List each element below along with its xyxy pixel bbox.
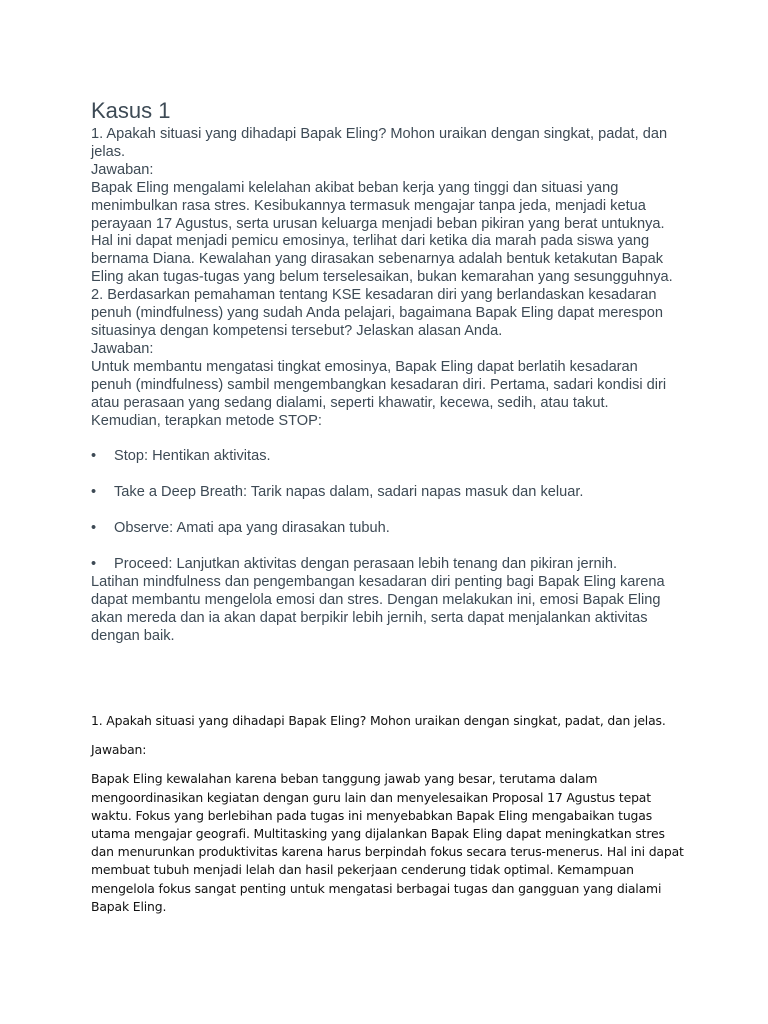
bullet-icon: • <box>91 520 97 537</box>
stop-method-list <box>91 448 681 574</box>
answer-label-2: Jawaban: <box>91 340 154 357</box>
question-1: 1. Apakah situasi yang dihadapi Bapak Eling? Mohon uraikan dengan singkat, padat, dan jelas. <box>91 126 668 160</box>
bullet-icon: • <box>91 556 97 573</box>
bullet-icon: • <box>91 448 97 465</box>
list-item-text: Proceed: Lanjutkan aktivitas dengan perasaan lebih tenang dan pikiran jernih. <box>114 556 618 573</box>
list-item <box>91 448 681 466</box>
answer-2-paragraph-1: Untuk membantu mengatasi tingkat emosinya, Bapak Eling dapat berlatih kesadaran penuh (mindfulness) sambil mengembangkan kesadaran diri. Pertama, sadari kondisi diri atau perasaan yang sedang dialami, seperti khawatir, kecewa, sedih, atau takut. Kemudian, terapkan metode STOP: <box>91 358 667 429</box>
answer-2-paragraph-2: Latihan mindfulness dan pengembangan kesadaran diri penting bagi Bapak Eling karena dapat membantu mengelola emosi dan stres. Dengan melakukan ini, emosi Bapak Eling akan mereda dan ia akan dapat berpikir lebih jernih, serta dapat menjalankan aktivitas dengan baik. <box>91 574 665 644</box>
list-item <box>91 556 681 574</box>
second-answer-section <box>91 712 691 927</box>
answer-1-alternative: Bapak Eling kewalahan karena beban tanggung jawab yang besar, terutama dalam mengoordinasikan kegiatan dengan guru lain dan menyelesaikan Proposal 17 Agustus tepat waktu. Fokus yang berlebihan pada tugas ini menyebabkan Bapak Eling mengabaikan tugas utama mengajar geografi. Multitasking yang dijalankan Bapak Eling dapat meningkatkan stres dan menurunkan produktivitas karena harus berpindah fokus secara terus-menerus. Hal ini dapat membuat tubuh menjadi lelah dan hasil pekerjaan cenderung tidak optimal. Kemampuan mengelola fokus sangat penting untuk mengatasi berbagai tugas dan gangguan yang dialami Bapak Eling. <box>91 771 684 914</box>
case-1-section <box>91 96 681 646</box>
answer-1-paragraph-1: Bapak Eling mengalami kelelahan akibat beban kerja yang tinggi dan situasi yang menimbulkan rasa stres. Kesibukannya termasuk mengajar tanpa jeda, menjadi ketua perayaan 17 Agustus, serta urusan keluarga menjadi beban pikiran yang berat untuknya. <box>91 179 665 232</box>
list-item-text: Stop: Hentikan aktivitas. <box>114 448 271 465</box>
list-item <box>91 520 681 538</box>
answer-label-1: Jawaban: <box>91 161 154 178</box>
question-2: 2. Berdasarkan pemahaman tentang KSE kesadaran diri yang berlandaskan kesadaran penuh (mindfulness) yang sudah Anda pelajari, bagaimana Bapak Eling dapat merespon situasinya dengan kompetensi tersebut? Jelaskan alasan Anda. <box>91 287 663 339</box>
answer-1-paragraph-2: Hal ini dapat menjadi pemicu emosinya, terlihat dari ketika dia marah pada siswa yang bernama Diana. Kewalahan yang dirasakan sebenarnya adalah bentuk ketakutan Bapak Eling akan tugas-tugas yang belum terselesaikan, bukan kemarahan yang sesungguhnya. <box>91 233 673 286</box>
list-item-text: Take a Deep Breath: Tarik napas dalam, sadari napas masuk dan keluar. <box>114 484 584 501</box>
question-1-repeat: 1. Apakah situasi yang dihadapi Bapak Eling? Mohon uraikan dengan singkat, padat, dan jelas. <box>91 713 666 728</box>
case-title: Kasus 1 <box>91 98 171 123</box>
list-item-text: Observe: Amati apa yang dirasakan tubuh. <box>114 520 390 537</box>
bullet-icon: • <box>91 484 97 501</box>
answer-label-repeat: Jawaban: <box>91 742 147 758</box>
list-item <box>91 484 681 502</box>
